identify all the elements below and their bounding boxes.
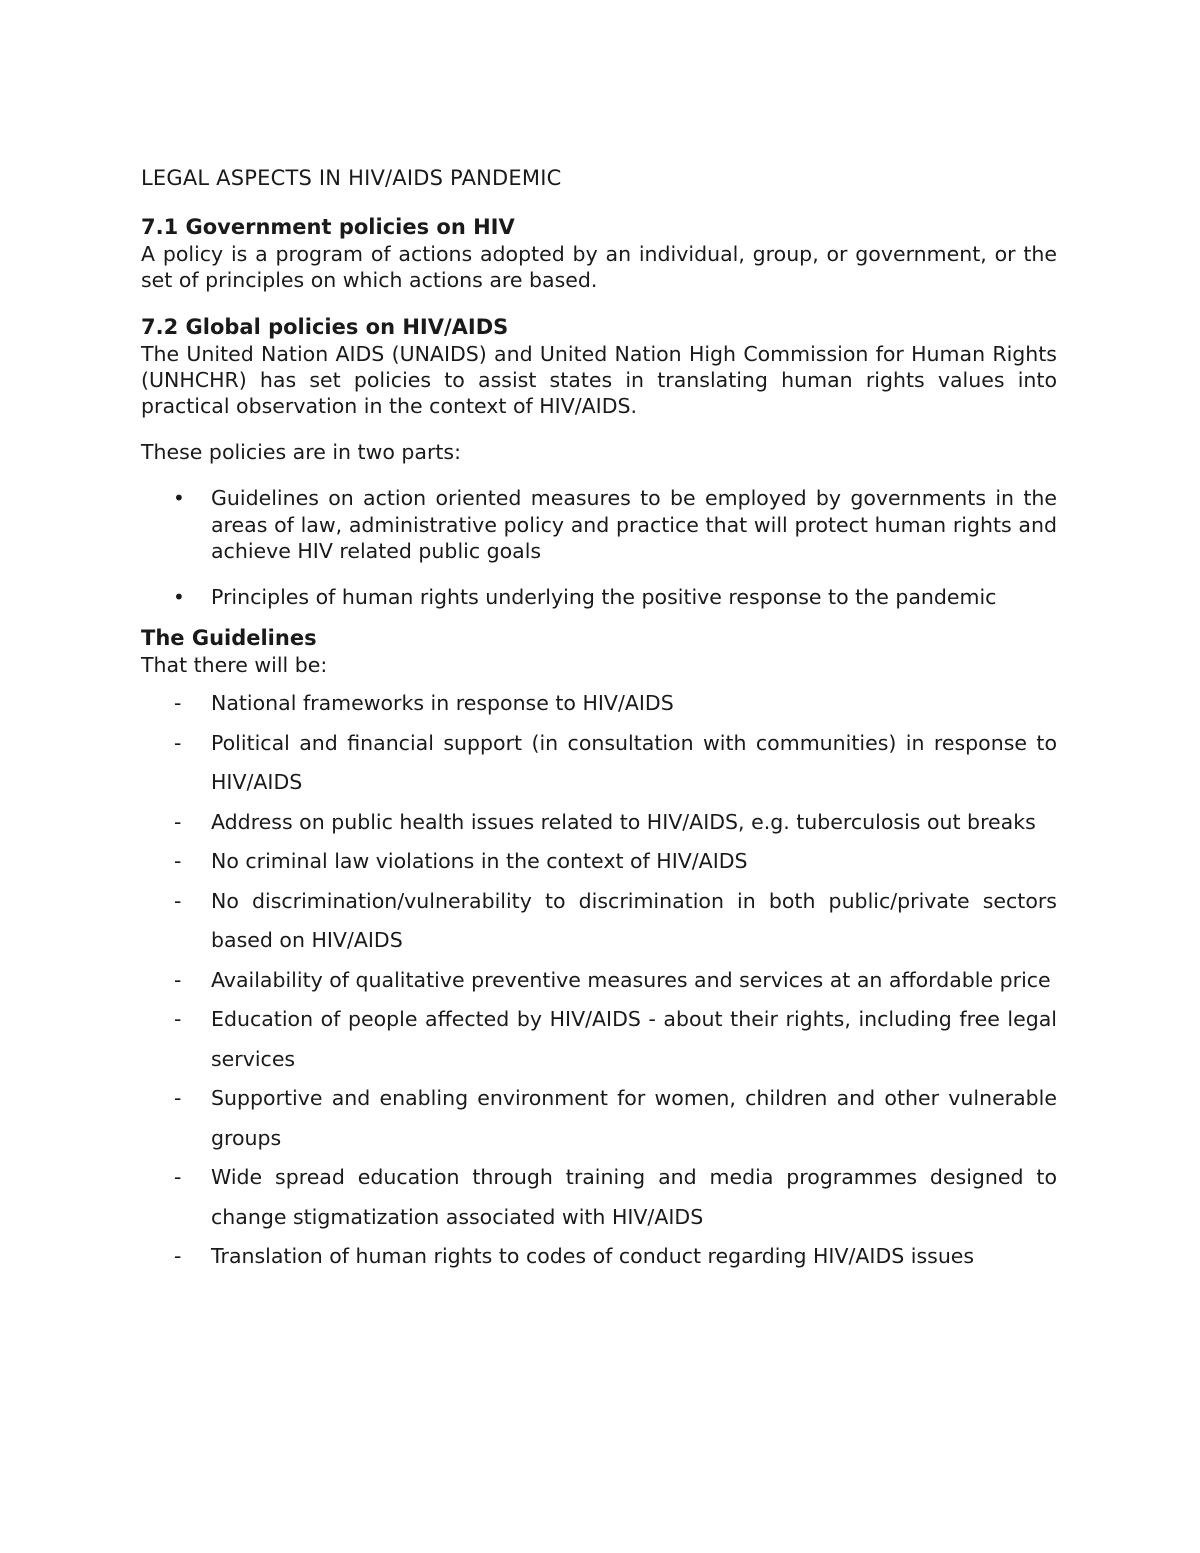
list-item [141, 961, 1057, 1001]
list-item-text: Political and financial support (in consultation with communities) in response to HIV/AIDS [211, 730, 1057, 794]
list-item-text: No criminal law violations in the context of HIV/AIDS [211, 849, 748, 873]
list-item [141, 1079, 1057, 1158]
guidelines-intro: That there will be: [141, 653, 328, 677]
policy-parts-list [141, 485, 1057, 610]
list-item [141, 1237, 1057, 1277]
list-item-text: Education of people affected by HIV/AIDS - about their rights, including free legal services [211, 1007, 1057, 1071]
document-page [141, 163, 1057, 1277]
list-item-text: Principles of human rights underlying the positive response to the pandemic [211, 584, 997, 609]
list-item-text: Address on public health issues related to HIV/AIDS, e.g. tuberculosis out breaks [211, 809, 1036, 834]
list-item-text: No discrimination/vulnerability to discrimination in both public/private sectors based on HIV/AIDS [211, 888, 1057, 952]
list-item-text: Availability of qualitative preventive measures and services at an affordable price [211, 967, 1051, 992]
section-heading-government-policies: 7.1 Government policies on HIV [141, 215, 515, 239]
dash-marker: - [174, 967, 182, 992]
bullet-marker: • [173, 486, 185, 510]
list-item [141, 485, 1057, 565]
dash-marker: - [174, 691, 182, 715]
dash-marker: - [174, 888, 182, 913]
section-global-policies [141, 313, 1057, 610]
list-item [141, 1158, 1057, 1237]
global-policies-paragraph: The United Nation AIDS (UNAIDS) and United Nation High Commission for Human Rights (UNHCHR) has set policies to assist states in translating human rights values into practical observation in the context of HIV/AIDS. [141, 342, 1057, 418]
section-guidelines [141, 624, 1057, 1277]
list-item-text: Wide spread education through training and media programmes designed to change stigmatization associated with HIV/AIDS [211, 1165, 1057, 1229]
list-item [141, 882, 1057, 961]
document-title: LEGAL ASPECTS IN HIV/AIDS PANDEMIC [141, 166, 562, 190]
policy-definition-paragraph: A policy is a program of actions adopted by an individual, group, or government, or the set of principles on which actions are based. [141, 242, 1057, 292]
policies-parts-intro: These policies are in two parts: [141, 440, 462, 464]
dash-marker: - [174, 1086, 182, 1110]
section-heading-global-policies: 7.2 Global policies on HIV/AIDS [141, 315, 509, 339]
list-item [141, 803, 1057, 843]
dash-marker: - [174, 809, 182, 834]
list-item [141, 842, 1057, 882]
section-government-policies [141, 213, 1057, 293]
section-heading-guidelines: The Guidelines [141, 626, 317, 650]
list-item-text: Supportive and enabling environment for women, children and other vulnerable groups [211, 1086, 1057, 1150]
bullet-marker: • [173, 584, 185, 609]
list-item [141, 584, 1057, 611]
dash-marker: - [174, 730, 182, 755]
list-item-text: National frameworks in response to HIV/AIDS [211, 691, 674, 715]
dash-marker: - [174, 1244, 182, 1268]
dash-marker: - [174, 849, 182, 873]
list-item-text: Guidelines on action oriented measures to be employed by governments in the areas of law, administrative policy and practice that will protect human rights and achieve HIV related public goals [211, 486, 1057, 563]
list-item [141, 684, 1057, 724]
list-item [141, 1000, 1057, 1079]
guidelines-list [141, 684, 1057, 1277]
dash-marker: - [174, 1007, 182, 1031]
list-item-text: Translation of human rights to codes of conduct regarding HIV/AIDS issues [211, 1244, 975, 1268]
list-item [141, 724, 1057, 803]
dash-marker: - [174, 1165, 182, 1189]
